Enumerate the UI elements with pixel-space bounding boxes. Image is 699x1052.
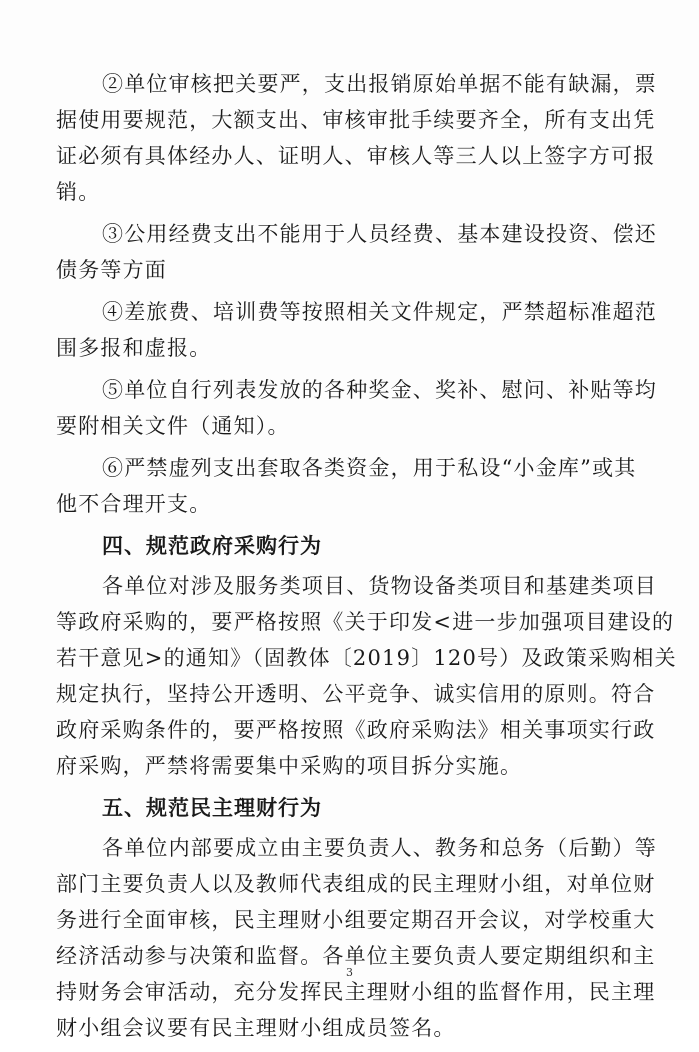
- text-line: ③公用经费支出不能用于人员经费、基本建设投资、偿还: [102, 222, 657, 246]
- paragraph-democratic-finance: [56, 830, 657, 1046]
- paragraph-item-6: [56, 450, 637, 522]
- text-line: 他不合理开支。: [56, 492, 212, 516]
- text-line: 据使用要规范，大额支出、审核审批手续要齐全，所有支出凭: [56, 108, 656, 132]
- text-line: 持财务会审活动，充分发挥民主理财小组的监督作用，民主理: [56, 980, 656, 1004]
- page-number: 3: [346, 966, 353, 979]
- paragraph-item-3: [56, 216, 657, 288]
- text-line: ⑤单位自行列表发放的各种奖金、奖补、慰问、补贴等均: [102, 378, 657, 402]
- text-line: ②单位审核把关要严，支出报销原始单据不能有缺漏，票: [102, 72, 657, 96]
- text-line: 围多报和虚报。: [56, 336, 212, 360]
- paragraph-procurement: [56, 568, 677, 784]
- text-line: ④差旅费、培训费等按照相关文件规定，严禁超标准超范: [102, 300, 657, 324]
- document-body: [56, 66, 677, 1052]
- text-line: 财小组会议要有民主理财小组成员签名。: [56, 1016, 456, 1040]
- text-line: 经济活动参与决策和监督。各单位主要负责人要定期组织和主: [56, 944, 656, 968]
- section-heading-5: 五、规范民主理财行为: [102, 796, 322, 820]
- text-line: 规定执行，坚持公开透明、公平竞争、诚实信用的原则。符合: [56, 682, 656, 706]
- text-line: 府采购，严禁将需要集中采购的项目拆分实施。: [56, 754, 523, 778]
- text-line: 证必须有具体经办人、证明人、审核人等三人以上签字方可报: [56, 144, 656, 168]
- text-line: 各单位对涉及服务类项目、货物设备类项目和基建类项目: [102, 574, 657, 598]
- text-line: ⑥严禁虚列支出套取各类资金，用于私设“小金库”或其: [102, 456, 637, 480]
- paragraph-item-2: [56, 66, 657, 210]
- text-line: 销。: [56, 180, 101, 204]
- section-heading-4: 四、规范政府采购行为: [102, 534, 322, 558]
- text-line: 若干意见>的通知》（固教体〔2019〕120号）及政策采购相关: [56, 646, 677, 670]
- text-line: 各单位内部要成立由主要负责人、教务和总务（后勤）等: [102, 836, 657, 860]
- text-line: 政府采购条件的，要严格按照《政府采购法》相关事项实行政: [56, 718, 656, 742]
- text-line: 要附相关文件（通知）。: [56, 414, 290, 438]
- text-line: 债务等方面: [56, 258, 167, 282]
- paragraph-item-4: [56, 294, 657, 366]
- paragraph-item-5: [56, 372, 657, 444]
- text-line: 务进行全面审核，民主理财小组要定期召开会议，对学校重大: [56, 908, 656, 932]
- text-line: 等政府采购的，要严格按照《关于印发<进一步加强项目建设的: [56, 610, 675, 634]
- text-line: 部门主要负责人以及教师代表组成的民主理财小组，对单位财: [56, 872, 656, 896]
